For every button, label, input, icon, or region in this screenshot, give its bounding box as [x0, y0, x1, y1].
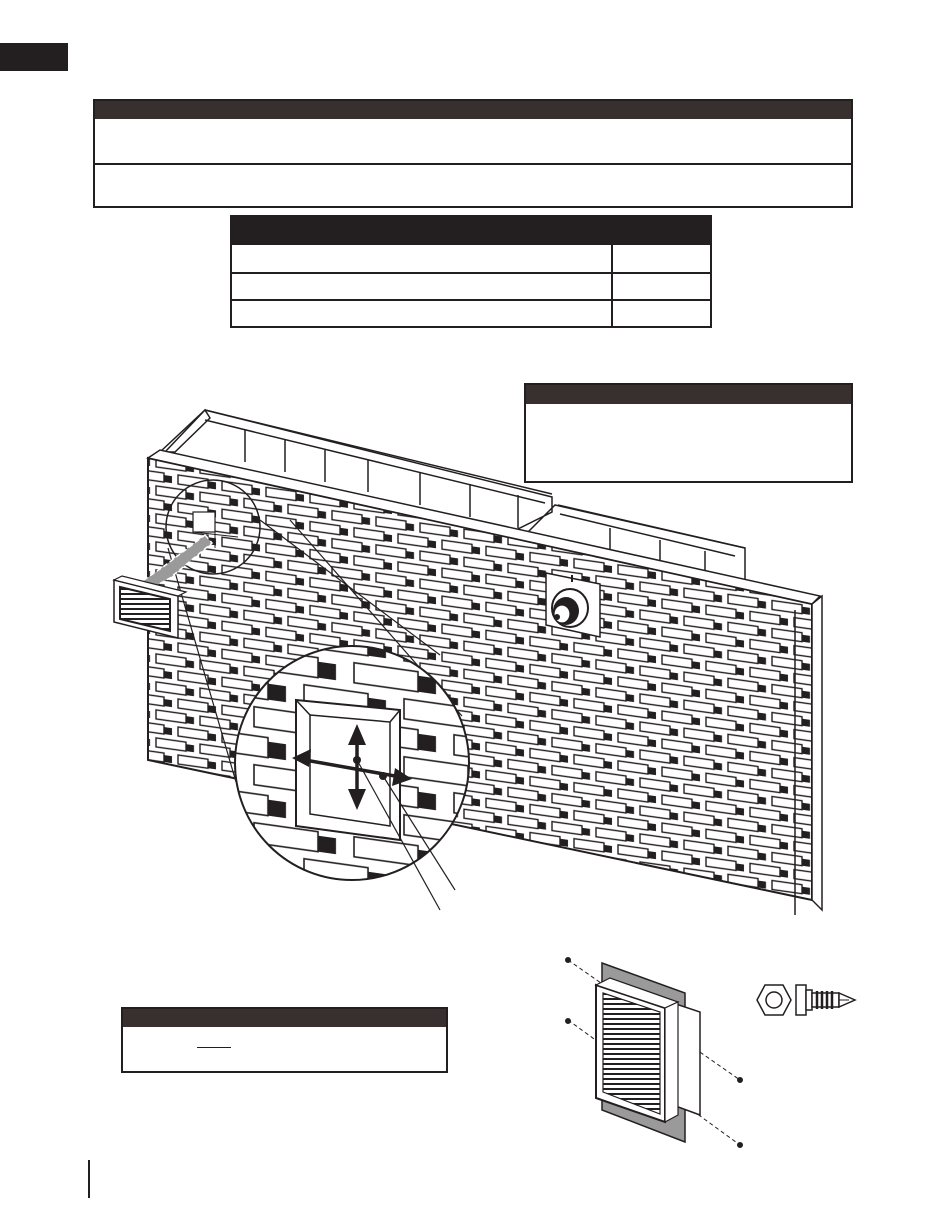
footer-rule: [88, 1160, 90, 1198]
hex-screw-icon: [755, 982, 860, 1022]
